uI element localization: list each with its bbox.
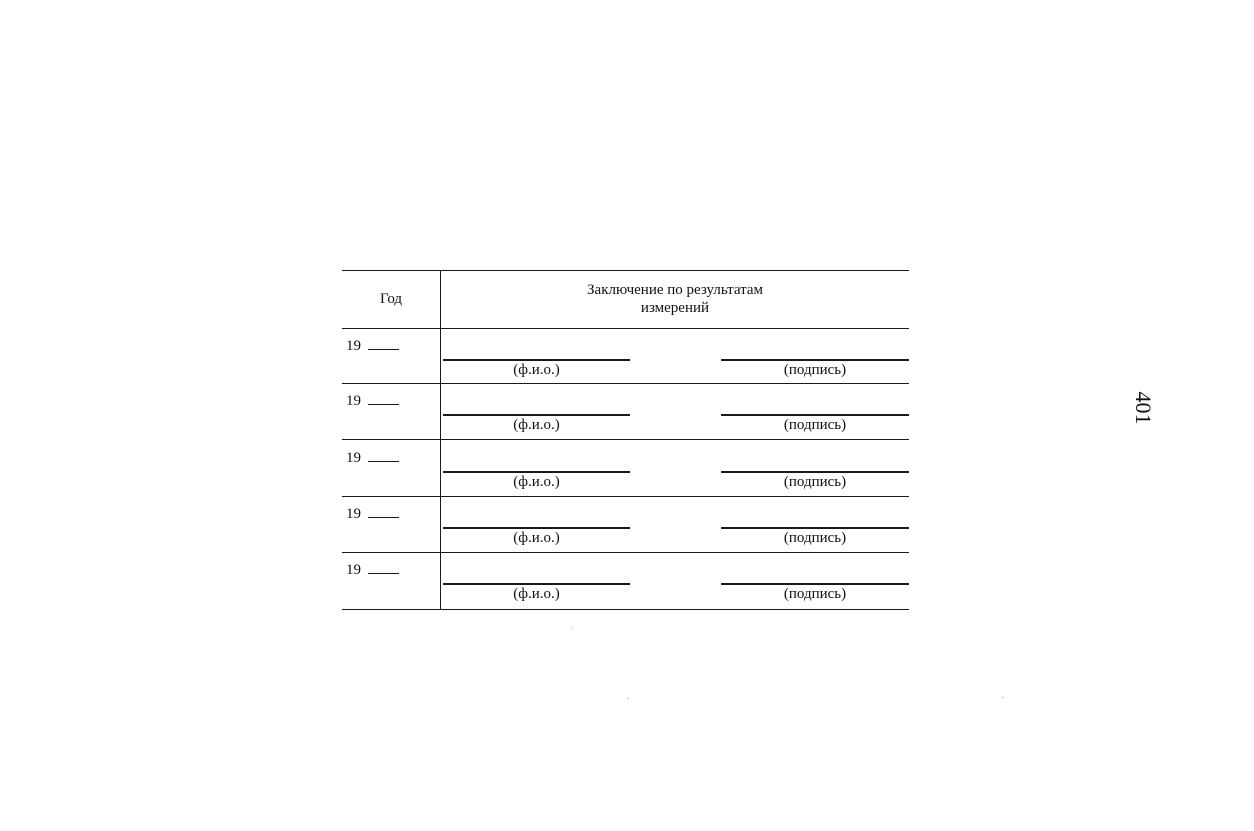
signature-line (721, 527, 909, 529)
conclusion-header-line-2: измерений (640, 300, 710, 316)
fio-line (443, 471, 630, 473)
signature-line (721, 414, 909, 416)
conclusion-column-header (441, 270, 909, 328)
year-prefix: 19 (346, 393, 361, 409)
year-prefix: 19 (346, 506, 361, 522)
fio-caption: (ф.и.о.) (513, 417, 560, 433)
year-cell (346, 392, 399, 410)
signature-caption: (подпись) (783, 417, 847, 433)
year-prefix: 19 (346, 562, 361, 578)
scan-speck (1002, 697, 1003, 698)
table-row (342, 441, 909, 497)
year-cell (346, 561, 399, 579)
measurement-conclusion-table (342, 270, 909, 611)
year-blank-line (368, 449, 399, 462)
fio-caption: (ф.и.о.) (513, 586, 560, 602)
fio-line (443, 583, 630, 585)
scan-speck (627, 698, 628, 699)
year-blank-line (368, 505, 399, 518)
table-row (342, 553, 909, 609)
fio-caption: (ф.и.о.) (513, 362, 560, 378)
conclusion-header-line-1: Заключение по результатам (587, 282, 763, 298)
year-cell (346, 449, 399, 467)
fio-line (443, 414, 630, 416)
year-cell (346, 337, 399, 355)
year-blank-line (368, 392, 399, 405)
table-row (342, 329, 909, 385)
fio-line (443, 527, 630, 529)
year-header-label: Год (379, 290, 403, 307)
year-column-header (342, 270, 440, 328)
year-prefix: 19 (346, 338, 361, 354)
fio-caption: (ф.и.о.) (513, 474, 560, 490)
scan-speck (572, 628, 573, 629)
fio-line (443, 359, 630, 361)
year-blank-line (368, 561, 399, 574)
year-cell (346, 505, 399, 523)
table-bottom-rule (342, 609, 909, 610)
signature-caption: (подпись) (783, 362, 847, 378)
signature-line (721, 583, 909, 585)
signature-line (721, 359, 909, 361)
signature-line (721, 471, 909, 473)
year-blank-line (368, 337, 399, 350)
fio-caption: (ф.и.о.) (513, 530, 560, 546)
signature-caption: (подпись) (783, 586, 847, 602)
page-number: 401 (1131, 391, 1156, 425)
table-row (342, 384, 909, 440)
table-row (342, 497, 909, 553)
year-prefix: 19 (346, 450, 361, 466)
signature-caption: (подпись) (783, 474, 847, 490)
signature-caption: (подпись) (783, 530, 847, 546)
